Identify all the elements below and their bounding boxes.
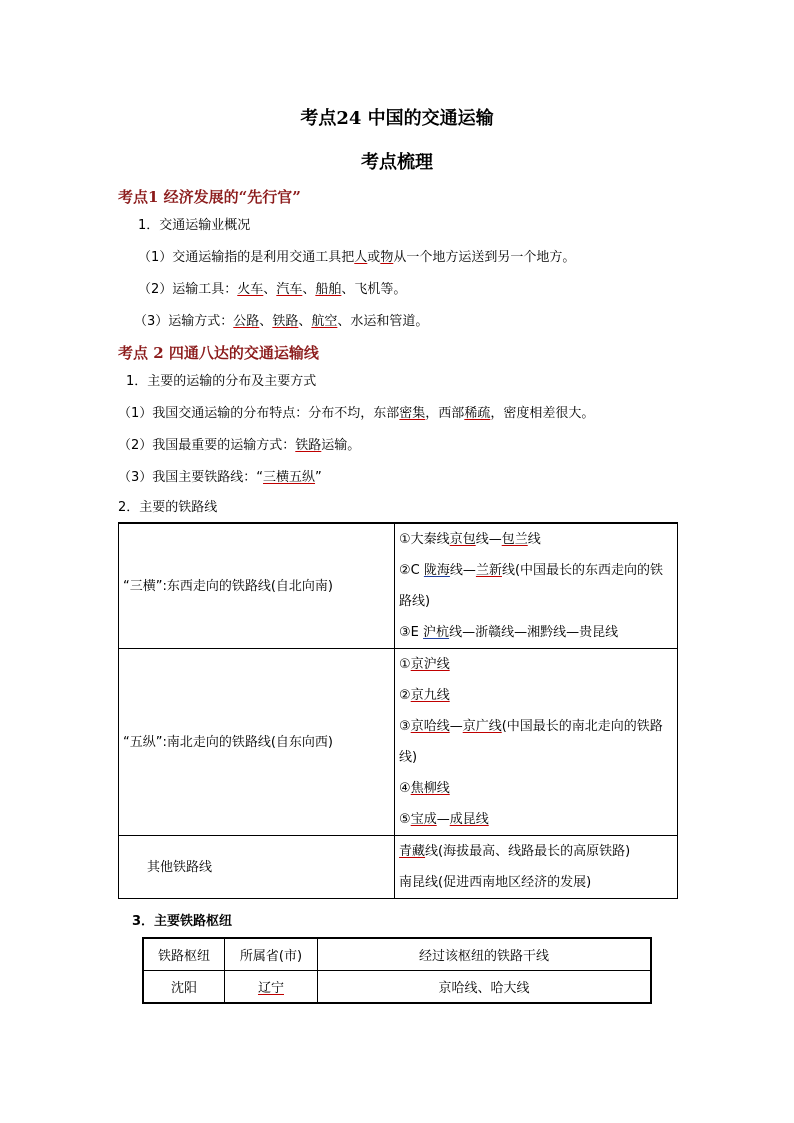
table-cell-sanheng-lines: ①大秦线京包线—包兰线 ②C 陇海线—兰新线(中国最长的东西走向的铁路线) ③E 沪杭线—浙赣线—湘黔线—贵昆线 <box>395 523 678 649</box>
section2-item2: 2．主要的铁路线 <box>118 500 218 515</box>
table-header-cell: 经过该枢纽的铁路干线 <box>318 938 652 971</box>
page-title: 考点24 中国的交通运输 <box>300 108 494 129</box>
table-header-cell: 所属省(市) <box>225 938 318 971</box>
section3-item3: 3．主要铁路枢纽 <box>132 914 233 929</box>
section2-paragraph3: （3）我国主要铁路线：“三横五纵” <box>118 470 322 485</box>
section1-paragraph3: （3）运输方式：公路、铁路、航空、水运和管道。 <box>134 314 429 329</box>
table-row <box>119 836 678 899</box>
table-cell: 辽宁 <box>225 971 318 1004</box>
railway-lines-table <box>118 522 678 899</box>
table-row <box>119 649 678 836</box>
section1-paragraph2: （2）运输工具：火车、汽车、船舶、飞机等。 <box>138 282 407 297</box>
section1-item1: 1．交通运输业概况 <box>138 218 251 233</box>
section1-heading: 考点1 经济发展的“先行官” <box>118 188 301 206</box>
section2-paragraph2: （2）我国最重要的运输方式：铁路运输。 <box>118 438 361 453</box>
table-cell-wuzong-lines: ①京沪线 ②京九线 ③京哈线—京广线(中国最长的南北走向的铁路线) ④焦柳线 ⑤宝成—成昆线 <box>395 649 678 836</box>
table-header-cell: 铁路枢纽 <box>143 938 225 971</box>
table-cell: 京哈线、哈大线 <box>318 971 652 1004</box>
table-cell-other-lines: 青藏线(海拔最高、线路最长的高原铁路) 南昆线(促进西南地区经济的发展) <box>395 836 678 899</box>
table-cell-other: 其他铁路线 <box>119 836 395 899</box>
table-cell: 沈阳 <box>143 971 225 1004</box>
table-cell-sanheng: “三横”:东西走向的铁路线(自北向南) <box>119 523 395 649</box>
table-row <box>119 523 678 649</box>
section2-heading: 考点 2 四通八达的交通运输线 <box>118 344 319 362</box>
railway-hub-table <box>142 937 652 1004</box>
section1-paragraph1: （1）交通运输指的是利用交通工具把人或物从一个地方运送到另一个地方。 <box>138 250 576 265</box>
section2-paragraph1: （1）我国交通运输的分布特点：分布不均，东部密集，西部稀疏，密度相差很大。 <box>118 406 595 421</box>
section2-item1: 1．主要的运输的分布及主要方式 <box>126 374 317 389</box>
page-subtitle: 考点梳理 <box>361 152 433 173</box>
table-cell-wuzong: “五纵”:南北走向的铁路线(自东向西) <box>119 649 395 836</box>
table-header-row <box>143 938 651 971</box>
table-row <box>143 971 651 1004</box>
